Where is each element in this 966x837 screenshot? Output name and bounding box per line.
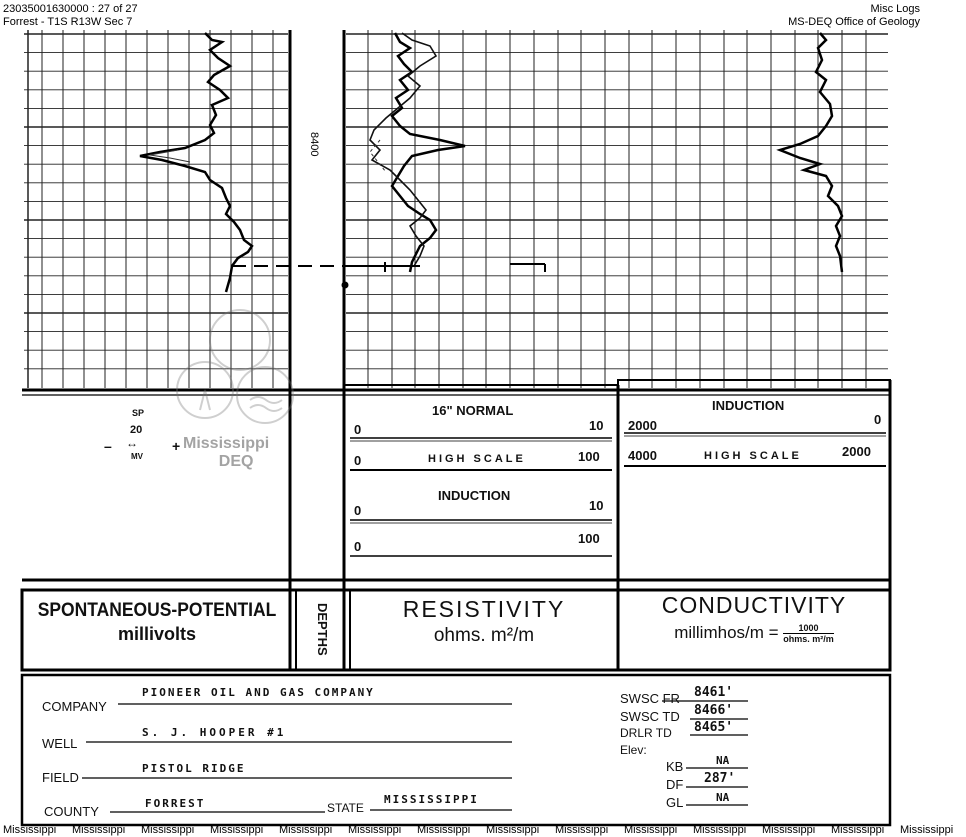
watermark-logo bbox=[177, 310, 293, 423]
sp-minus: – bbox=[104, 438, 112, 454]
resistivity-normal-curve bbox=[392, 33, 465, 272]
resistivity-pen-dot bbox=[342, 282, 349, 289]
grid-horizontal-lines bbox=[24, 34, 888, 369]
normal-right: 10 bbox=[589, 418, 604, 433]
agency-name: MS-DEQ Office of Geology bbox=[788, 16, 920, 28]
sp-scale-label: SP bbox=[132, 408, 145, 418]
company-value: PIONEER OIL AND GAS COMPANY bbox=[142, 686, 375, 699]
watermark-line2: DEQ bbox=[218, 453, 254, 470]
conductivity-unit-denominator: ohms. m²/m bbox=[783, 634, 834, 645]
high-scale-right: 100 bbox=[578, 449, 600, 464]
cond-induction-title: INDUCTION bbox=[712, 398, 785, 413]
resistivity-induction-curve bbox=[370, 33, 436, 266]
footer-watermark-item: Mississippi bbox=[486, 824, 540, 836]
gl-value: NA bbox=[716, 791, 730, 804]
footer-watermark-item: Mississippi bbox=[141, 824, 195, 836]
conductivity-unit-prefix: millimhos/m = bbox=[674, 623, 779, 642]
gl-label: GL bbox=[666, 795, 684, 810]
depths-title: DEPTHS bbox=[315, 602, 330, 656]
induction-right: 10 bbox=[589, 498, 604, 513]
watermark-text bbox=[183, 435, 269, 471]
footer-watermark-item: Mississippi bbox=[693, 824, 747, 836]
county-value: FORREST bbox=[145, 797, 206, 810]
footer-watermark-item: Mississippi bbox=[762, 824, 816, 836]
sp-title bbox=[22, 600, 292, 645]
sp-scale-arrow: ↔ bbox=[126, 436, 138, 450]
induction2-right: 100 bbox=[578, 531, 600, 546]
swsc-fr-label: SWSC FR bbox=[620, 691, 680, 706]
high-scale-left: 0 bbox=[354, 453, 362, 468]
document-id: 23035001630000 : 27 of 27 bbox=[3, 3, 138, 15]
cond-row1-right: 0 bbox=[874, 412, 882, 427]
sp-title-line2: millivolts bbox=[117, 624, 197, 644]
cond-row2-right: 2000 bbox=[842, 444, 871, 459]
log-type: Misc Logs bbox=[870, 3, 920, 15]
field-label: FIELD bbox=[42, 770, 79, 785]
resistivity-title-line1: RESISTIVITY bbox=[402, 596, 566, 622]
footer-watermark-item: Mississippi bbox=[831, 824, 885, 836]
swsc-fr-value: 8461' bbox=[694, 685, 734, 700]
well-value: S. J. HOOPER #1 bbox=[142, 726, 287, 739]
elev-label: Elev: bbox=[620, 743, 647, 757]
footer-watermark-item: Mississippi bbox=[555, 824, 609, 836]
well-label: WELL bbox=[42, 736, 78, 751]
normal-title: 16" NORMAL bbox=[432, 403, 514, 418]
state-value: MISSISSIPPI bbox=[384, 793, 479, 806]
footer-watermark-item: Mississippi bbox=[3, 824, 57, 836]
sp-scale-value: 20 bbox=[130, 424, 143, 436]
field-value: PISTOL RIDGE bbox=[142, 762, 246, 775]
induction-left: 0 bbox=[354, 503, 362, 518]
induction-title: INDUCTION bbox=[438, 488, 511, 503]
cond-row2-left: 4000 bbox=[628, 448, 657, 463]
high-scale-label: HIGH SCALE bbox=[428, 453, 526, 465]
sp-curve bbox=[140, 33, 252, 292]
sp-scale-unit: MV bbox=[131, 452, 143, 461]
resistivity-title-line2: ohms. m²/m bbox=[433, 625, 535, 646]
footer-watermark-strip bbox=[0, 823, 954, 837]
normal-left: 0 bbox=[354, 422, 362, 437]
footer-watermark-item: Mississippi bbox=[900, 824, 954, 836]
drlr-td-label: DRLR TD bbox=[620, 726, 672, 740]
cond-row1-left: 2000 bbox=[628, 418, 657, 433]
watermark-line1: Mississippi bbox=[183, 435, 270, 452]
conductivity-unit bbox=[622, 623, 886, 644]
grid-vertical-lines bbox=[28, 30, 866, 388]
depth-label: 8400 bbox=[308, 132, 320, 157]
kb-value: NA bbox=[716, 754, 730, 767]
conductivity-unit-fraction bbox=[783, 623, 834, 644]
footer-watermark-item: Mississippi bbox=[417, 824, 471, 836]
conductivity-curve bbox=[780, 33, 842, 272]
df-value: 287' bbox=[704, 771, 736, 786]
kb-label: KB bbox=[666, 759, 684, 774]
company-label: COMPANY bbox=[42, 699, 107, 714]
swsc-td-value: 8466' bbox=[694, 703, 734, 718]
location-text: Forrest - T1S R13W Sec 7 bbox=[3, 16, 133, 28]
footer-watermark-item: Mississippi bbox=[624, 824, 678, 836]
induction2-left: 0 bbox=[354, 539, 362, 554]
sp-title-line1: SPONTANEOUS-POTENTIAL bbox=[37, 600, 277, 621]
state-label: STATE bbox=[327, 801, 364, 815]
footer-watermark-item: Mississippi bbox=[72, 824, 126, 836]
footer-watermark-item: Mississippi bbox=[279, 824, 333, 836]
conductivity-unit-numerator: 1000 bbox=[783, 623, 834, 634]
footer-watermark-item: Mississippi bbox=[348, 824, 402, 836]
conductivity-title bbox=[622, 592, 886, 644]
footer-watermark-item: Mississippi bbox=[210, 824, 264, 836]
conductivity-title-line1: CONDUCTIVITY bbox=[661, 592, 847, 618]
drlr-td-value: 8465' bbox=[694, 720, 734, 735]
swsc-td-label: SWSC TD bbox=[620, 709, 680, 724]
county-label: COUNTY bbox=[44, 804, 99, 819]
resistivity-title bbox=[350, 596, 618, 647]
df-label: DF bbox=[666, 777, 684, 792]
cond-row2-label: HIGH SCALE bbox=[704, 450, 802, 462]
sp-plus: + bbox=[172, 438, 181, 454]
